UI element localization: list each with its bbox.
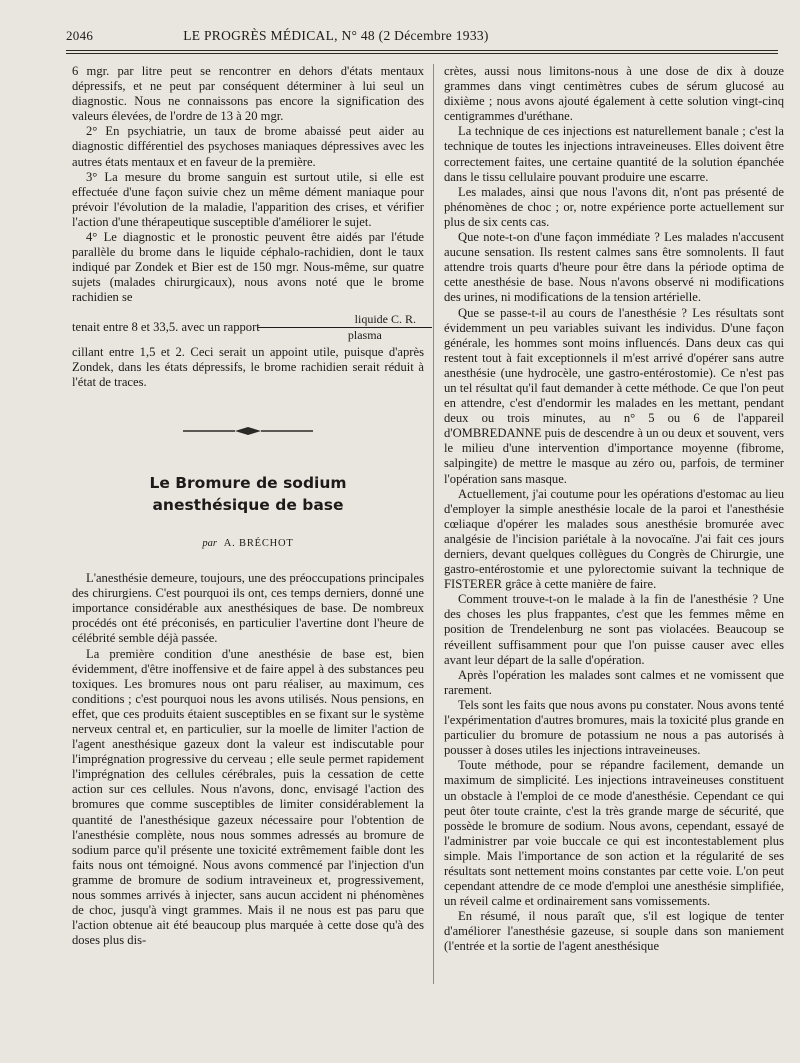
fraction-numerator: liquide C. R.: [258, 312, 432, 328]
right-paragraph-11: En résumé, il nous paraît que, s'il est logique de tenter d'améliorer l'anesthésie gazeuse, si souple dans son maniement (l'entrée et la sortie de l'agent anesthésique: [444, 909, 784, 954]
ornament-rule-icon: [183, 426, 313, 436]
ratio-formula: [72, 312, 424, 343]
fraction-denominator: plasma: [347, 327, 382, 342]
right-paragraph-4: Que note-t-on d'une façon immédiate ? Les malades n'accusent aucune sensation. Ils restent calmes sans être somnolents. Il faut attendre trois quarts d'heure pour être dans la période optima de cette anesthésie de base. Nous n'avons observé ni modifications des urines, ni modifications de la tension artérielle.: [444, 230, 784, 305]
right-paragraph-5: Que se passe-t-il au cours de l'anesthésie ? Les résultats sont évidemment un peu variables suivant les individus. D'une façon générale, les hommes sont moins influencés. Dans deux cas qui restent tout à fait exceptionnels il m'est arrivé d'opérer sans autre anesthésie (une hydrocèle, une gastro-entérostomie). Ce n'est pas un tel résultat qu'il faut demander à cette méthode. Ce que l'on peut en attendre, c'est d'endormir les malades en les mettant, pendant deux ou trois minutes, au n° 5 ou 6 de l'appareil d'OMBREDANNE puis de descendre à un ou deux et souvent, vers le milieu d'une intervention d'importance moyenne (fibrome, salpingite) de mettre le masque au zéro ou, parfois, de terminer l'opération sans masque.: [444, 305, 784, 486]
right-column: [444, 64, 784, 955]
right-paragraph-9: Tels sont les faits que nous avons pu constater. Nous avons tenté l'expérimentation d'autres bromures, mais la toxicité plus grande en particulier du bromure de potassium ne nous a pas autorisés à pousser à doses utiles les injections intraveineuses.: [444, 697, 784, 758]
right-paragraph-3: Les malades, ainsi que nous l'avons dit, n'ont pas présenté de phénomènes de choc ; or, notre expérience porte actuellement sur plus de six cents cas.: [444, 184, 784, 229]
formula-lead: tenait entre 8 et 33,5. avec un rapport: [72, 319, 260, 334]
paragraph-3: 3° La mesure du brome sanguin est surtout utile, si elle est effectuée d'une façon suivie chez un même dément maniaque pour prévoir l'évolution de la maladie, l'apparition des crises, et vérifier l'action d'une thérapeutique susceptible d'améliorer le sujet.: [72, 169, 424, 229]
running-title: LE PROGRÈS MÉDICAL, N° 48 (2 Décembre 1933): [183, 28, 489, 43]
intro-paragraph: 6 mgr. par litre peut se rencontrer en dehors d'états mentaux dépressifs, et ne peut par conséquent déterminer à lui seul un diagnostic. Nous ne connaissons pas encore la signification des valeurs élevées, de l'ordre de 13 à 20 mgr.: [72, 64, 424, 124]
right-paragraph-8: Après l'opération les malades sont calmes et ne vomissent que rarement.: [444, 667, 784, 697]
page-number: 2046: [66, 28, 94, 43]
left-column: [72, 64, 424, 948]
fraction: [266, 312, 424, 343]
article-paragraph-2: La première condition d'une anesthésie de base est, bien évidemment, d'être inoffensive et de faire appel à des substances peu toxiques. Les bromures nous ont paru réaliser, au maximum, ces conditions ; c'est pourquoi nous les avons utilisés. Nous pensions, en effet, que ces produits étaient susceptibles en se fixant sur le système nerveux central et, en particulier, sur la moelle de limiter l'action de l'agent anesthésique gazeux dont la valeur est indiscutable pour l'imprégnation progressive du cerveau ; elle seule permet rapidement l'imprégnation des cellules cérébrales, puis la cessation de cette action sur ces cellules. Nous n'avons, donc, envisagé l'action des bromures que comme susceptibles de limiter considérablement la quantité de l'anesthésique gazeux nécessaire pour l'obtention de l'anesthésie complète, nous nous sommes adressés au bromure de sodium parce qu'il présente une toxicité extrêmement faible dont les faits nous ont témoigné. Nous avons commencé par l'injection d'un gramme de bromure de sodium intraveineux et, progressivement, nous sommes arrivés à injecter, sans aucun accident ni phénomènes de choc, jusqu'à vingt grammes. Mais il ne nous est pas paru que l'action obtenue ait été beaucoup plus marquée à cette dose qu'à des doses plus dis-: [72, 646, 424, 948]
byline: [72, 536, 424, 551]
article-title: [72, 472, 424, 516]
right-paragraph-2: La technique de ces injections est naturellement banale ; c'est la technique de toutes les injections intraveineuses. Elles doivent être correctement faites, une certaine quantité de la solution épanchée dans le tissu cellulaire pouvant produire une escarre.: [444, 124, 784, 184]
paragraph-2: 2° En psychiatrie, un taux de brome abaissé peut aider au diagnostic différentiel des psychoses maniaques dépressives avec les autres états mentaux et en faveur de la première.: [72, 124, 424, 169]
section-ornament: [72, 426, 424, 436]
paragraph-4-end: cillant entre 1,5 et 2. Ceci serait un appoint utile, puisque d'après Zondek, dans les états dépressifs, le brome rachidien serait réduit à l'état de traces.: [72, 344, 424, 389]
paragraph-4: 4° Le diagnostic et le pronostic peuvent être aidés par l'étude parallèle du brome dans le liquide céphalo-rachidien, dont le taux indiqué par Zondek et Bier est de 150 mgr. Nous-même, sur quatre sujets (malades chirurgicaux), nous avons noté que le brome rachidien se: [72, 230, 424, 305]
byline-author: A. BRÉCHOT: [223, 537, 294, 549]
article-paragraph-1: L'anesthésie demeure, toujours, une des préoccupations principales des chirurgiens. C'est pourquoi ils ont, ces temps derniers, donné une importance considérable aux anesthésiques de base. De nombreux procédés ont été préconisés, en particulier l'avertine dont l'heure de célébrité semble déjà passée.: [72, 571, 424, 646]
right-paragraph-10: Toute méthode, pour se répandre facilement, demande un maximum de simplicité. Les injections intraveineuses constituent un obstacle à l'emploi de ce mode d'anesthésie. Cependant ce qui peut ôter toute crainte, c'est la très grande marge de sécurité, que possède le bromure de sodium. Nous avons, cependant, essayé de l'administrer par voie buccale ce qui est incontestablement plus simple. Mais l'importance de son action et la régularité de ses résultats sont nettement moins constantes par cette voie. L'on peut cependant attendre de ce mode d'emploi une anesthésie simplifiée, un réveil calme et ordinairement sans vomissements.: [444, 758, 784, 909]
right-paragraph-7: Comment trouve-t-on le malade à la fin de l'anesthésie ? Une des choses les plus frappantes, c'est que les femmes même en position de Trendelenburg ne sont pas violacées. Beaucoup se réveillent suffisamment pour que l'on puisse causer avec elles avant leur départ de la salle d'opération.: [444, 592, 784, 667]
page-header: [66, 28, 766, 44]
header-rule: [66, 50, 778, 54]
article-title-line-2: anesthésique de base: [152, 495, 344, 514]
byline-prefix: par: [202, 537, 217, 549]
right-paragraph-1: crètes, aussi nous limitons-nous à une dose de dix à douze grammes dans vingt centimètres cubes de sérum glucosé au dixième ; nous avons ajouté également à cette solution vingt-cinq centigrammes d'uréthane.: [444, 64, 784, 124]
column-divider: [433, 64, 434, 984]
right-paragraph-6: Actuellement, j'ai coutume pour les opérations d'estomac au lieu d'employer la simple anesthésie locale de la paroi et l'anesthésie cœliaque d'opérer les malades sous anesthésie bromurée avec analgésie de l'incision pariétale à la novocaïne. J'ai fait ces jours derniers, devant quelques collègues du Congrès de Chirurgie, une gastro-entérostomie et une pylorectomie suivant la technique de FISTERER grâce à cette manière de faire.: [444, 486, 784, 592]
article-title-line-1: Le Bromure de sodium: [149, 473, 347, 492]
